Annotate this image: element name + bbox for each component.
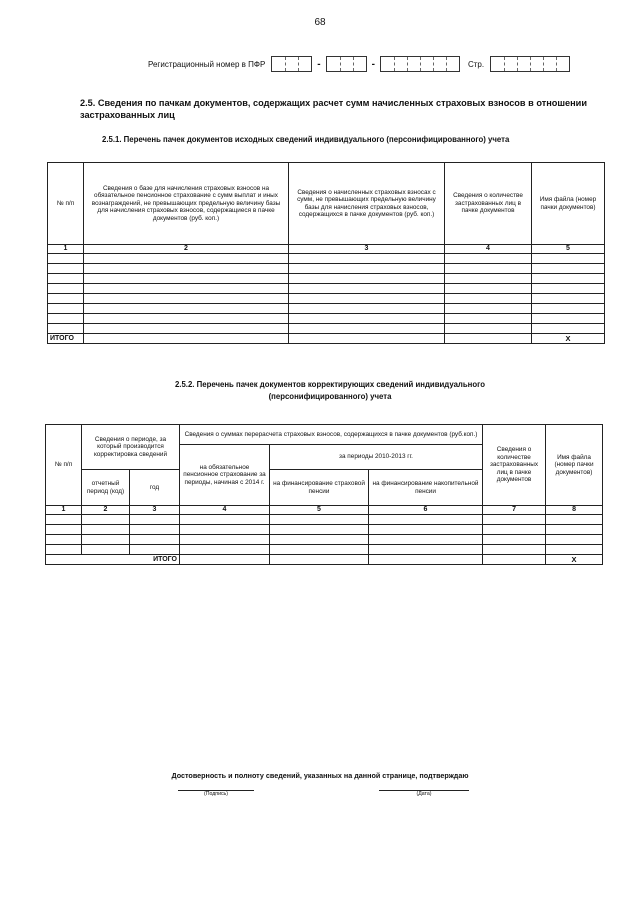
total-base-cell[interactable]	[84, 334, 289, 344]
table-header-row	[46, 425, 603, 445]
column-number-row	[46, 506, 603, 515]
table-row[interactable]	[48, 264, 605, 274]
total-funded-cell[interactable]	[369, 555, 483, 565]
page-label: Стр.	[467, 59, 485, 69]
table-row[interactable]	[48, 304, 605, 314]
header-filename: Имя файла (номер пачки документов)	[532, 163, 605, 245]
page-number-boxes[interactable]	[490, 56, 570, 72]
header-filename: Имя файла (номер пачки документов)	[546, 425, 603, 506]
table-row[interactable]	[46, 535, 603, 545]
col-num-7: 7	[483, 506, 546, 515]
total-count-cell[interactable]	[445, 334, 532, 344]
header-mandatory: на обязательное пенсионное страхование за периоды, начиная с 2014 г.	[180, 445, 270, 506]
confirmation-text: Достоверность и полноту сведений, указанных на данной странице, подтверждаю	[171, 771, 469, 780]
table-row[interactable]	[46, 545, 603, 555]
total-row	[46, 555, 603, 565]
signature-caption: (Подпись)	[204, 791, 228, 797]
col-num-6: 6	[369, 506, 483, 515]
col-num-1: 1	[48, 245, 84, 254]
reg-number-part-1[interactable]	[271, 56, 312, 72]
table-row[interactable]	[48, 314, 605, 324]
header-periods-2010-2013: за периоды 2010-2013 гг.	[270, 445, 483, 470]
total-row	[48, 334, 605, 344]
header-report-period: отчетный период (код)	[82, 470, 130, 506]
table-2-5-2	[45, 424, 603, 565]
reg-separator-1: -	[317, 58, 321, 70]
reg-separator-2: -	[371, 58, 375, 70]
page-number: 68	[314, 17, 326, 28]
total-accrued-cell[interactable]	[289, 334, 445, 344]
total-label: ИТОГО	[46, 555, 180, 565]
total-insurance-cell[interactable]	[270, 555, 369, 565]
registration-label: Регистрационный номер в ПФР	[148, 59, 266, 69]
total-count-cell[interactable]	[483, 555, 546, 565]
col-num-2: 2	[84, 245, 289, 254]
table-row[interactable]	[48, 254, 605, 264]
table-row[interactable]	[48, 284, 605, 294]
col-num-4: 4	[180, 506, 270, 515]
total-x-mark: Х	[532, 334, 605, 344]
table-row[interactable]	[48, 324, 605, 334]
col-num-1: 1	[46, 506, 82, 515]
col-num-4: 4	[445, 245, 532, 254]
header-year: год	[130, 470, 180, 506]
registration-number-row	[148, 56, 570, 72]
header-base: Сведения о базе для начисления страховых взносов на обязательное пенсионное страхование с сумм выплат и иных вознаграждений, не превышающих предельную величину базы для начисления страховых взносов, содержащиеся в пачке документов (руб. коп.)	[84, 163, 289, 245]
col-num-5: 5	[270, 506, 369, 515]
total-x-mark: Х	[546, 555, 603, 565]
total-label: ИТОГО	[48, 334, 84, 344]
table-row[interactable]	[48, 274, 605, 284]
header-count: Сведения о количестве застрахованных лиц в пачке документов	[445, 163, 532, 245]
header-count: Сведения о количестве застрахованных лиц в пачке документов	[483, 425, 546, 506]
reg-number-part-3[interactable]	[380, 56, 460, 72]
column-number-row	[48, 245, 605, 254]
date-caption: (Дата)	[416, 791, 432, 797]
col-num-8: 8	[546, 506, 603, 515]
reg-number-part-2[interactable]	[326, 56, 367, 72]
col-num-5: 5	[532, 245, 605, 254]
col-num-3: 3	[289, 245, 445, 254]
header-period: Сведения о периоде, за который производится корректировка сведений	[82, 425, 180, 470]
section-2-5-title: 2.5. Сведения по пачкам документов, содержащих расчет сумм начисленных страховых взносов в отношении застрахованных лиц	[80, 98, 587, 120]
section-2-5-1-title: 2.5.1. Перечень пачек документов исходных сведений индивидуального (персонифицированного) учета	[102, 135, 510, 144]
total-mandatory-cell[interactable]	[180, 555, 270, 565]
table-2-5-1	[47, 162, 605, 344]
table-row[interactable]	[48, 294, 605, 304]
table-header-row	[48, 163, 605, 245]
header-num: № п/п	[46, 425, 82, 506]
table-row[interactable]	[46, 515, 603, 525]
header-accrued: Сведения о начисленных страховых взносах с сумм, не превышающих предельную величину базы для начисления страховых взносов, содержащихся в пачке документов (руб. коп.)	[289, 163, 445, 245]
header-insurance-pension: на финансирование страховой пенсии	[270, 470, 369, 506]
col-num-2: 2	[82, 506, 130, 515]
header-sums: Сведения о суммах перерасчета страховых взносов, содержащихся в пачке документов (руб.коп.)	[180, 425, 483, 445]
table-row[interactable]	[46, 525, 603, 535]
col-num-3: 3	[130, 506, 180, 515]
header-funded-pension: на финансирование накопительной пенсии	[369, 470, 483, 506]
section-2-5-2-title: 2.5.2. Перечень пачек документов корректирующих сведений индивидуального (персонифицированного) учета	[174, 380, 486, 401]
header-num: № п/п	[48, 163, 84, 245]
